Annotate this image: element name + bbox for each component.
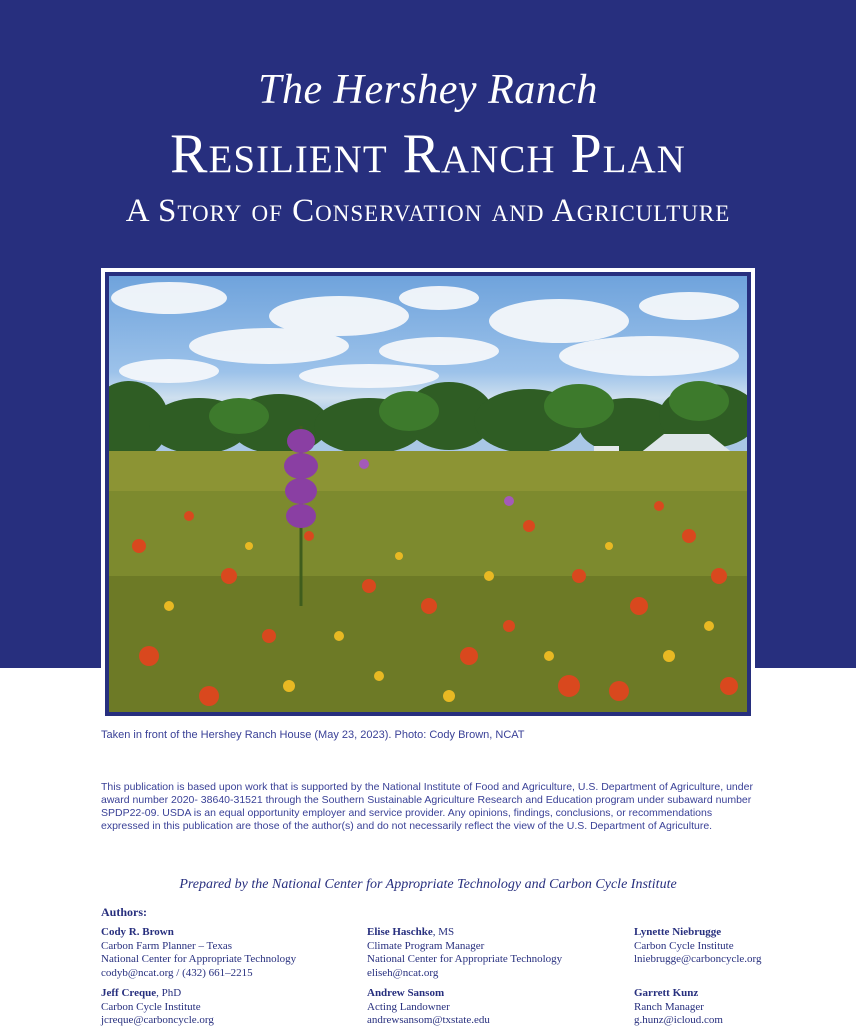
photo-caption: Taken in front of the Hershey Ranch House (May 23, 2023). Photo: Cody Brown, NCAT xyxy=(101,729,525,741)
author-entry xyxy=(367,987,607,1028)
author-credential: , MS xyxy=(432,926,455,938)
author-entry xyxy=(101,987,341,1028)
author-entry xyxy=(367,926,607,980)
author-line: Climate Program Manager xyxy=(367,939,485,952)
author-name: Lynette Niebrugge xyxy=(634,926,722,938)
funding-disclaimer: This publication is based upon work that is supported by the National Institute of Food and Agriculture, U.S. Department of Agriculture, under award number 2020- 38640-31521 through the Southern Sustainable Agriculture Research and Education program under subaward number SPDP22-09. USDA is an equal opportunity employer and service provider. Any opinions, findings, conclusions, or recommendations expressed in this publication are those of the author(s) and do not necessarily reflect the view of the U.S. Department of Agriculture. xyxy=(101,781,753,832)
author-line: codyb@ncat.org / (432) 661–2215 xyxy=(101,966,253,979)
author-name: Garrett Kunz xyxy=(634,987,699,999)
photo-illustration xyxy=(109,276,747,712)
author-line: andrewsansom@txstate.edu xyxy=(367,1014,490,1026)
authors-heading: Authors: xyxy=(101,905,148,919)
author-line: Carbon Cycle Institute xyxy=(634,939,734,952)
author-line: jcreque@carboncycle.org xyxy=(101,1014,214,1026)
author-line: Carbon Cycle Institute xyxy=(101,1000,201,1013)
prepared-by: Prepared by the National Center for Appropriate Technology and Carbon Cycle Institute xyxy=(179,877,677,892)
wildflower-field-photo xyxy=(109,276,747,712)
page-subtitle: A Story of Conservation and Agriculture xyxy=(125,193,731,229)
author-line: Carbon Farm Planner – Texas xyxy=(101,939,233,952)
author-line: g.hunz@icloud.com xyxy=(634,1014,723,1026)
author-name: Jeff Creque xyxy=(101,987,157,999)
author-name: Elise Haschke xyxy=(367,926,433,938)
photo-frame xyxy=(101,268,755,720)
author-name: Andrew Sansom xyxy=(367,987,445,999)
author-line: Ranch Manager xyxy=(634,1000,704,1013)
author-credential: , PhD xyxy=(156,987,182,999)
author-entry xyxy=(634,987,844,1028)
author-line: National Center for Appropriate Technology xyxy=(367,953,563,965)
author-line: National Center for Appropriate Technology xyxy=(101,953,297,965)
author-line: lniebrugge@carboncycle.org xyxy=(634,953,762,965)
author-line: Acting Landowner xyxy=(367,1000,450,1013)
page-title: Resilient Ranch Plan xyxy=(170,123,686,185)
author-entry xyxy=(101,926,341,980)
author-line: eliseh@ncat.org xyxy=(367,966,439,979)
author-entry xyxy=(634,926,844,967)
title-ranch-name: The Hershey Ranch xyxy=(258,67,598,113)
author-name: Cody R. Brown xyxy=(101,926,174,938)
